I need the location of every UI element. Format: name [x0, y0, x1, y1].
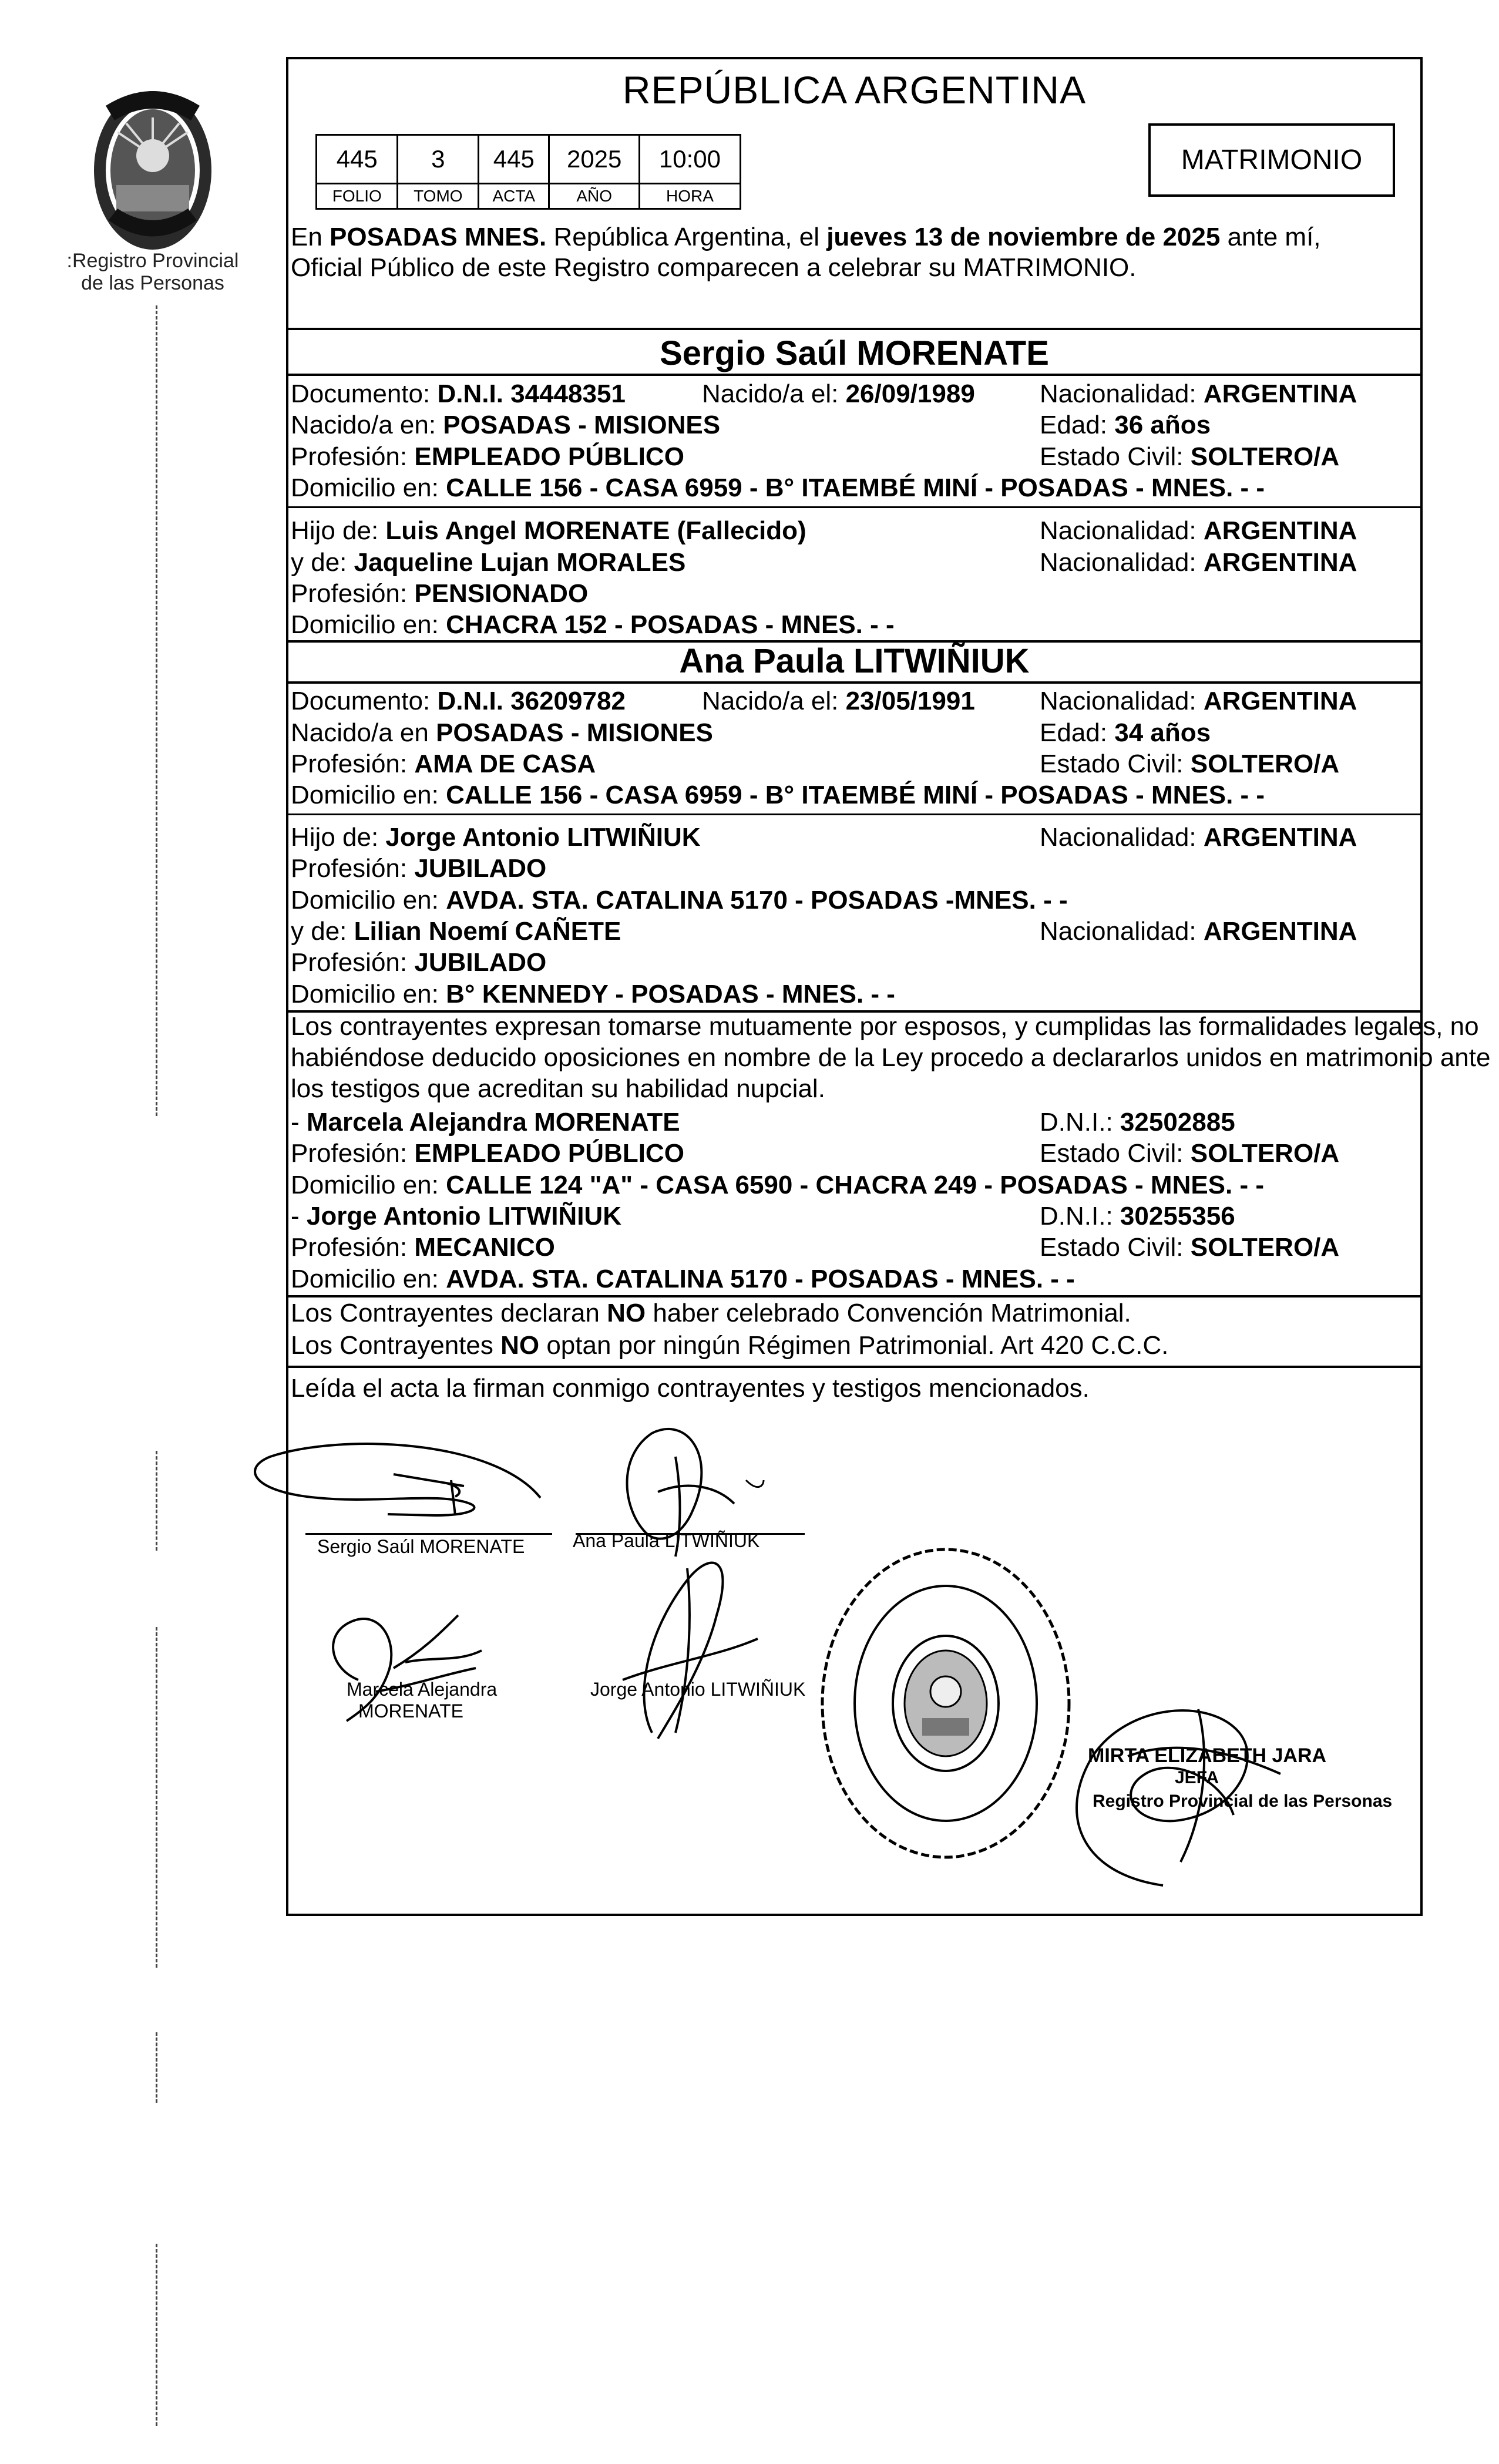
- divider: [286, 681, 1423, 684]
- spouse1-civil-status: Estado Civil: SOLTERO/A: [1040, 442, 1340, 471]
- witness2-signature: [599, 1545, 775, 1744]
- divider: [286, 1366, 1423, 1368]
- margin-dashed-line: [156, 1451, 157, 1551]
- spouse2-mother-address: Domicilio en: B° KENNEDY - POSADAS - MNES. - -: [291, 980, 895, 1009]
- page-title: REPÚBLICA ARGENTINA: [622, 68, 1087, 112]
- hour-label: HORA: [639, 184, 740, 209]
- spouse2-birthplace: Nacido/a en POSADAS - MISIONES: [291, 718, 713, 747]
- year-label: AÑO: [549, 184, 639, 209]
- hour-value: 10:00: [639, 135, 740, 184]
- witness2-address: Domicilio en: AVDA. STA. CATALINA 5170 - POSADAS - MNES. - -: [291, 1265, 1075, 1293]
- spouse1-mother-nationality: Nacionalidad: ARGENTINA: [1040, 548, 1357, 577]
- spouse1-name: Sergio Saúl MORENATE: [660, 334, 1049, 372]
- official-seal: [814, 1542, 1078, 1865]
- divider: [286, 1295, 1423, 1297]
- witness2-signature-label: Jorge Antonio LITWIÑIUK: [590, 1679, 806, 1700]
- spouse1-birthplace: Nacido/a en: POSADAS - MISIONES: [291, 411, 721, 439]
- logo-caption: [65, 250, 241, 294]
- logo-caption-line1: :Registro Provincial: [66, 250, 239, 272]
- official-title: JEFA: [1175, 1768, 1219, 1787]
- provincial-registry-logo: [82, 82, 223, 258]
- spouse2-father: Hijo de: Jorge Antonio LITWIÑIUK: [291, 823, 701, 852]
- spouse1-address: Domicilio en: CALLE 156 - CASA 6959 - B° ITAEMBÉ MINÍ - POSADAS - MNES. - -: [291, 473, 1265, 502]
- spouse1-mother: y de: Jaqueline Lujan MORALES: [291, 548, 686, 577]
- witness2-profession: Profesión: MECANICO: [291, 1233, 555, 1262]
- spouse2-address: Domicilio en: CALLE 156 - CASA 6959 - B° ITAEMBÉ MINÍ - POSADAS - MNES. - -: [291, 781, 1265, 809]
- margin-dashed-line: [156, 1627, 157, 1968]
- spouse2-father-address: Domicilio en: AVDA. STA. CATALINA 5170 - POSADAS -MNES. - -: [291, 886, 1068, 915]
- witness1-profession: Profesión: EMPLEADO PÚBLICO: [291, 1139, 684, 1168]
- logo-caption-line2: de las Personas: [81, 272, 224, 294]
- regime-line-1: Los Contrayentes declaran NO haber celebrado Convención Matrimonial.: [291, 1299, 1131, 1327]
- witness2-civil-status: Estado Civil: SOLTERO/A: [1040, 1233, 1340, 1262]
- spouse2-father-profession: Profesión: JUBILADO: [291, 854, 547, 883]
- spouse2-signature-label: Ana Paula LITWIÑIUK: [573, 1530, 760, 1551]
- declaration-line-3: los testigos que acreditan su habilidad nupcial.: [291, 1074, 825, 1103]
- spouse2-civil-status: Estado Civil: SOLTERO/A: [1040, 749, 1340, 778]
- margin-dashed-line: [156, 2032, 157, 2103]
- spouse1-birthdate: Nacido/a el: 26/09/1989: [702, 379, 975, 408]
- spouse1-parents-address: Domicilio en: CHACRA 152 - POSADAS - MNES. - -: [291, 610, 895, 639]
- tomo-value: 3: [398, 135, 479, 184]
- spouse1-age: Edad: 36 años: [1040, 411, 1211, 439]
- coat-of-arms-icon: [82, 82, 223, 258]
- witness1-signature-label-2: MORENATE: [358, 1700, 463, 1722]
- divider: [286, 814, 1423, 815]
- act-type-box: MATRIMONIO: [1148, 123, 1395, 197]
- witness1-dni: D.N.I.: 32502885: [1040, 1108, 1235, 1137]
- witness1-name: - Marcela Alejandra MORENATE: [291, 1108, 680, 1137]
- folio-value: 445: [317, 135, 398, 184]
- divider: [286, 328, 1423, 330]
- folio-label: FOLIO: [317, 184, 398, 209]
- registry-data-table: [315, 134, 741, 209]
- margin-dashed-line: [156, 305, 157, 1116]
- year-value: 2025: [549, 135, 639, 184]
- intro-line-1: En POSADAS MNES. República Argentina, el jueves 13 de noviembre de 2025 ante mí,: [291, 223, 1321, 251]
- witness1-signature-label-1: Marcela Alejandra: [347, 1679, 498, 1700]
- spouse2-nationality: Nacionalidad: ARGENTINA: [1040, 687, 1357, 715]
- spouse2-father-nationality: Nacionalidad: ARGENTINA: [1040, 823, 1357, 852]
- closing-statement: Leída el acta la firman conmigo contrayentes y testigos mencionados.: [291, 1374, 1090, 1403]
- spouse2-mother-nationality: Nacionalidad: ARGENTINA: [1040, 917, 1357, 946]
- spouse2-age: Edad: 34 años: [1040, 718, 1211, 747]
- spouse1-signature-label: Sergio Saúl MORENATE: [317, 1536, 525, 1557]
- spouse1-father-nationality: Nacionalidad: ARGENTINA: [1040, 516, 1357, 545]
- spouse1-document: Documento: D.N.I. 34448351: [291, 379, 626, 408]
- spouse2-mother: y de: Lilian Noemí CAÑETE: [291, 917, 621, 946]
- witness1-address: Domicilio en: CALLE 124 "A" - CASA 6590 - CHACRA 249 - POSADAS - MNES. - -: [291, 1171, 1265, 1199]
- spouse2-mother-profession: Profesión: JUBILADO: [291, 948, 547, 977]
- declaration-line-1: Los contrayentes expresan tomarse mutuamente por esposos, y cumplidas las formalidades legales, no: [291, 1012, 1479, 1041]
- official-office: Registro Provincial de las Personas: [1093, 1791, 1393, 1811]
- official-name: MIRTA ELIZABETH JARA: [1088, 1744, 1327, 1767]
- divider: [286, 506, 1423, 508]
- spouse1-father: Hijo de: Luis Angel MORENATE (Fallecido): [291, 516, 806, 545]
- spouse1-nationality: Nacionalidad: ARGENTINA: [1040, 379, 1357, 408]
- acta-value: 445: [479, 135, 549, 184]
- spouse1-profession: Profesión: EMPLEADO PÚBLICO: [291, 442, 684, 471]
- witness1-civil-status: Estado Civil: SOLTERO/A: [1040, 1139, 1340, 1168]
- tomo-label: TOMO: [398, 184, 479, 209]
- spouse2-name: Ana Paula LITWIÑIUK: [679, 642, 1030, 680]
- spouse2-birthdate: Nacido/a el: 23/05/1991: [702, 687, 975, 715]
- intro-line-2: Oficial Público de este Registro comparecen a celebrar su MATRIMONIO.: [291, 253, 1137, 282]
- spouse2-document: Documento: D.N.I. 36209782: [291, 687, 626, 715]
- spouse2-profession: Profesión: AMA DE CASA: [291, 749, 596, 778]
- acta-label: ACTA: [479, 184, 549, 209]
- witness2-dni: D.N.I.: 30255356: [1040, 1202, 1235, 1231]
- spouse1-signature: [247, 1427, 552, 1533]
- signature-line: [305, 1533, 552, 1535]
- regime-line-2: Los Contrayentes NO optan por ningún Régimen Patrimonial. Art 420 C.C.C.: [291, 1331, 1169, 1360]
- spouse1-parents-profession: Profesión: PENSIONADO: [291, 579, 589, 608]
- margin-dashed-line: [156, 2244, 157, 2426]
- divider: [286, 374, 1423, 376]
- witness2-name: - Jorge Antonio LITWIÑIUK: [291, 1202, 621, 1231]
- declaration-line-2: habiéndose deducido oposiciones en nombre de la Ley procedo a declararlos unidos en matrimonio ante: [291, 1043, 1491, 1072]
